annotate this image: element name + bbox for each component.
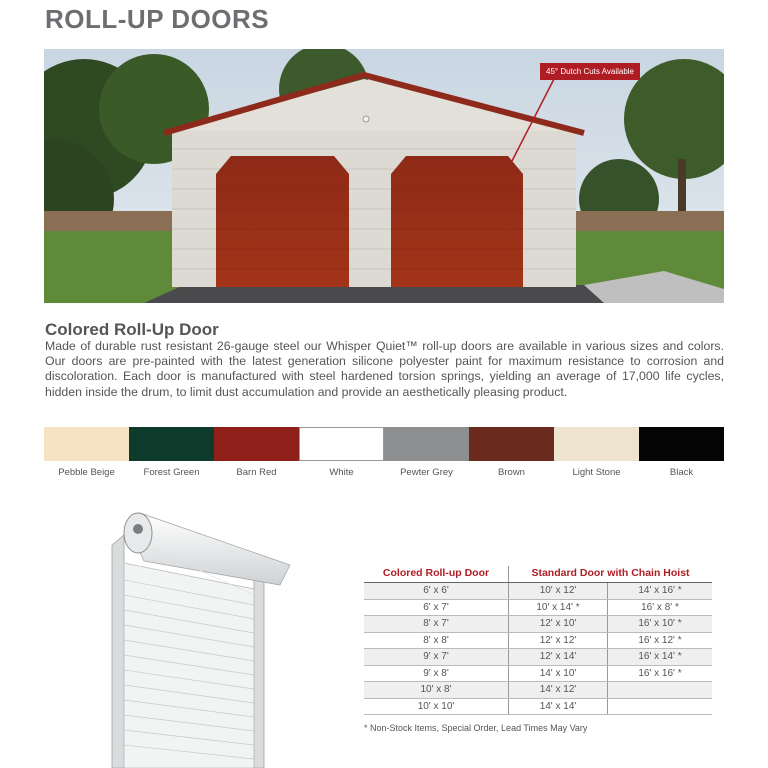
table-cell: 12' x 12' [509,632,608,649]
sizes-table [364,566,712,715]
table-cell: 8' x 8' [364,632,509,649]
table-row [364,616,712,633]
table-cell: 10' x 14' * [509,599,608,616]
table-cell [608,698,713,715]
garage-photo [44,49,724,303]
table-cell: 9' x 7' [364,649,509,666]
table-row [364,632,712,649]
table-cell: 6' x 6' [364,583,509,600]
color-label: Light Stone [572,467,621,478]
color-label: Brown [498,467,525,478]
table-cell: 16' x 8' * [608,599,713,616]
color-label: Barn Red [236,467,277,478]
swatch-pewter-grey [384,427,469,461]
swatch-light-stone [554,427,639,461]
table-row [364,649,712,666]
table-cell: 12' x 10' [509,616,608,633]
color-swatches [44,427,724,461]
table-cell: 16' x 14' * [608,649,713,666]
table-cell: 16' x 10' * [608,616,713,633]
page-title: ROLL-UP DOORS [45,4,270,34]
swatch-brown [469,427,554,461]
table-cell: 6' x 7' [364,599,509,616]
color-label: Pebble Beige [58,467,115,478]
table-row [364,682,712,699]
color-label: Forest Green [143,467,200,478]
swatch-black [639,427,724,461]
swatch-forest-green [129,427,214,461]
table-row [364,583,712,600]
color-label: White [329,467,354,478]
table-cell: 14' x 10' [509,665,608,682]
header-colored-door: Colored Roll-up Door [364,566,509,583]
table-cell: 12' x 14' [509,649,608,666]
dutch-cuts-callout: 45° Dutch Cuts Available [540,63,640,80]
description: Made of durable rust resistant 26-gauge steel our Whisper Quiet™ roll-up doors are available in various sizes and colors. Our doors are pre-painted with the latest generation silicone polyester paint for maximum resistance to corrosion and discoloration. Each door is manufactured with steel hardened torsion springs, yielding an average of 17,000 life cycles, hidden inside the drum, to limit dust accumulation and provide an aesthetically pleasing product. [45,339,724,399]
table-cell: 16' x 12' * [608,632,713,649]
table-row [364,698,712,715]
section-title: Colored Roll-Up Door [45,320,219,339]
table-row [364,599,712,616]
color-labels [44,467,724,478]
header-standard-door: Standard Door with Chain Hoist [509,566,713,583]
color-label: Black [669,467,694,478]
table-header-row [364,566,712,583]
table-cell: 14' x 12' [509,682,608,699]
table-cell: 14' x 16' * [608,583,713,600]
color-label: Pewter Grey [400,467,453,478]
table-cell: 10' x 10' [364,698,509,715]
table-cell: 10' x 8' [364,682,509,699]
roll-up-door-image [104,505,294,768]
table-cell: 16' x 16' * [608,665,713,682]
table-cell: 14' x 14' [509,698,608,715]
swatch-barn-red [214,427,299,461]
swatch-white [299,427,384,461]
table-cell [608,682,713,699]
table-cell: 8' x 7' [364,616,509,633]
table-cell: 9' x 8' [364,665,509,682]
table-footnote: * Non-Stock Items, Special Order, Lead Times May Vary [364,723,588,733]
swatch-pebble-beige [44,427,129,461]
table-row [364,665,712,682]
table-cell: 10' x 12' [509,583,608,600]
